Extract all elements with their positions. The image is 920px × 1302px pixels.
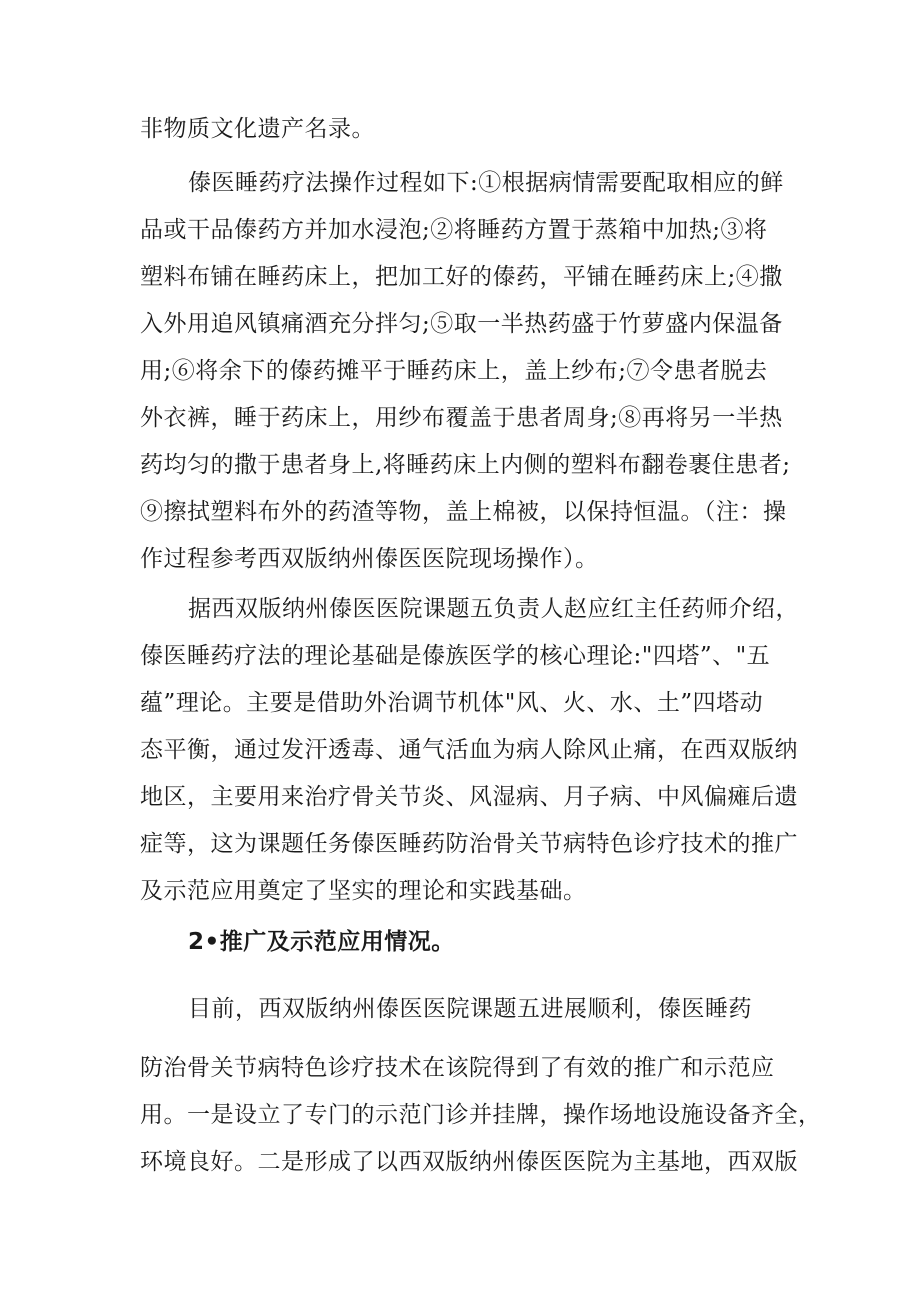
text-line: 药均匀的撒于患者身上,将睡药床上内侧的塑料布翻卷裹住患者; — [140, 452, 791, 478]
text-line: 品或干品傣药方并加水浸泡;②将睡药方置于蒸箱中加热;③将 — [140, 217, 768, 243]
text-line: 入外用追风镇痛酒充分拌匀;⑤取一半热药盛于竹萝盛内保温备 — [140, 311, 783, 337]
text-line: 据西双版纳州傣医医院课题五负责人赵应红主任药师介绍， — [188, 596, 799, 622]
text-line: 塑料布铺在睡药床上，把加工好的傣药，平铺在睡药床上;④撒 — [140, 264, 783, 290]
text-line: 傣医睡药疗法的理论基础是傣族医学的核心理论:"四塔”、"五 — [140, 643, 771, 669]
text-line: 用。一是设立了专门的示范门诊并挂牌，操作场地设施设备齐全， — [140, 1102, 822, 1128]
text-line: 用;⑥将余下的傣药摊平于睡药床上，盖上纱布;⑦令患者脱去 — [140, 358, 768, 384]
text-line: 非物质文化遗产名录。 — [140, 116, 375, 142]
text-line: 外衣裤，睡于药床上，用纱布覆盖于患者周身;⑧再将另一半热 — [140, 405, 783, 431]
text-line: 目前，西双版纳州傣医医院课题五进展顺利，傣医睡药 — [188, 996, 752, 1022]
text-line: 傣医睡药疗法操作过程如下:①根据病情需要配取相应的鲜 — [188, 170, 784, 196]
text-line: ⑨擦拭塑料布外的药渣等物，盖上棉被，以保持恒温。（注：操 — [140, 499, 787, 525]
text-line: 蕴”理论。主要是借助外治调节机体"风、火、水、土”四塔动 — [140, 690, 764, 716]
text-line: 作过程参考西双版纳州傣医医院现场操作）。 — [140, 546, 599, 572]
text-line: 防治骨关节病特色诊疗技术在该院得到了有效的推广和示范应 — [140, 1055, 775, 1081]
text-line: 环境良好。二是形成了以西双版纳州傣医医院为主基地，西双版 — [140, 1149, 798, 1175]
text-line: 及示范应用奠定了坚实的理论和实践基础。 — [140, 878, 587, 904]
text-line: 地区，主要用来治疗骨关节炎、风湿病、月子病、中风偏瘫后遗 — [140, 784, 798, 810]
section-heading: 2•推广及示范应用情况。 — [188, 929, 455, 955]
text-line: 症等，这为课题任务傣医睡药防治骨关节病特色诊疗技术的推广 — [140, 831, 798, 857]
text-line: 态平衡，通过发汗透毒、通气活血为病人除风止痛，在西双版纳 — [140, 737, 798, 763]
